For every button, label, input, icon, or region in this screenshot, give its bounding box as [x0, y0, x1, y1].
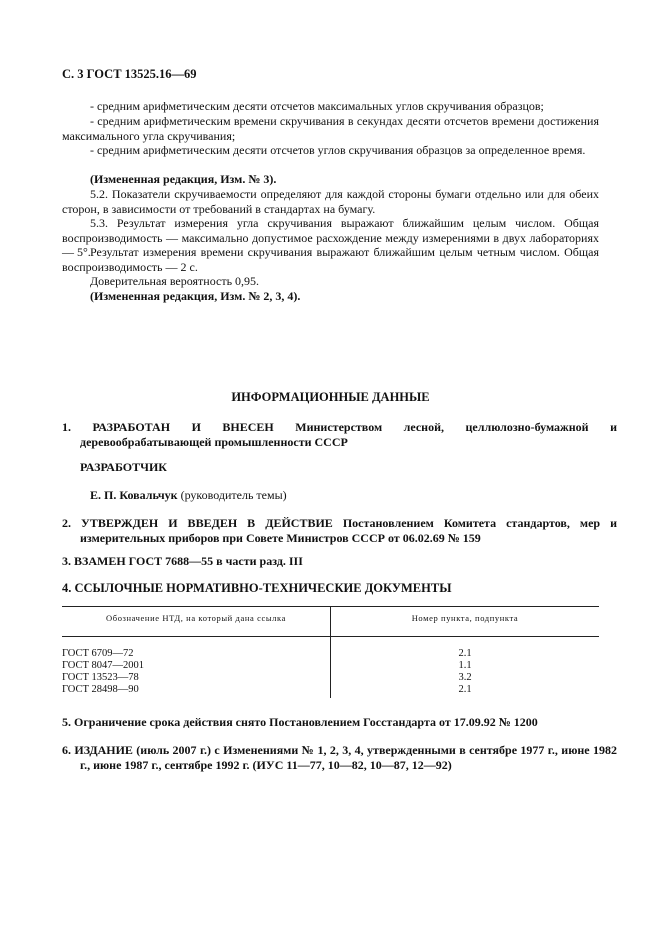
table-row-item: 2.1 [458, 648, 472, 659]
section-4-references: 4. ССЫЛОЧНЫЕ НОРМАТИВНО-ТЕХНИЧЕСКИЕ ДОКУМЕНТЫ [62, 581, 452, 595]
table-row-item: 1.1 [458, 660, 472, 671]
table-row-doc: ГОСТ 6709—72 [62, 648, 134, 659]
page-header: С. 3 ГОСТ 13525.16—69 [62, 67, 197, 81]
amendment-note-1: (Измененная редакция, Изм. № 3). [90, 172, 277, 186]
table-row-doc: ГОСТ 8047—2001 [62, 660, 145, 671]
bullet-max-angle: - средним арифметическим десяти отсчетов максимальных углов скручивания образцов; [90, 99, 544, 113]
table-row-item: 2.1 [458, 684, 472, 695]
developer-line [90, 488, 590, 503]
table-row-item: 3.2 [458, 672, 472, 683]
bullet-angle-time: - средним арифметическим десяти отсчетов углов скручивания образцов за определенное время. [90, 143, 586, 157]
info-title: ИНФОРМАЦИОННЫЕ ДАННЫЕ [231, 390, 430, 404]
paragraph-5-3: 5.3. Результат измерения угла скручивания выражают ближайшим целым числом. Общая воспроизводимость — максимально допустимое расхождение между измерениями в двух лабораториях — 5°. [62, 216, 599, 260]
table-header-item: Номер пункта, подпункта [411, 613, 519, 623]
section-5-validity: 5. Ограничение срока действия снято Постановлением Госстандарта от 17.09.92 № 1200 [62, 715, 538, 729]
amendment-note-2: (Измененная редакция, Изм. № 2, 3, 4). [90, 289, 301, 303]
paragraph-time-result: Результат измерения времени скручивания выражают ближайшим целым четным числом. Общая воспроизводимость — 2 с. [62, 245, 599, 274]
table-header-document: Обозначение НТД, на который дана ссылка [106, 613, 286, 623]
section-2-approved: 2. УТВЕРЖДЕН И ВВЕДЕН В ДЕЙСТВИЕ Постановлением Комитета стандартов, мер и измерительных приборов при Совете Министров СССР от 06.02.69 № 159 [62, 516, 617, 545]
paragraph-probability: Доверительная вероятность 0,95. [90, 274, 260, 288]
table-row-doc: ГОСТ 13523—78 [62, 672, 139, 683]
section-1-developed: 1. РАЗРАБОТАН И ВНЕСЕН Министерством лесной, целлюлозно-бумажной и деревообрабатывающей промышленности СССР [62, 420, 617, 449]
section-6-edition: 6. ИЗДАНИЕ (июль 2007 г.) с Изменениями № 1, 2, 3, 4, утвержденными в сентябре 1977 г., июне 1982 г., июне 1987 г., сентябре 1992 г. (ИУС 11—77, 10—82, 10—87, 12—92) [62, 743, 617, 772]
developer-role: (руководитель темы) [180, 488, 287, 502]
paragraph-5-2: 5.2. Показатели скручиваемости определяют для каждой стороны бумаги отдельно или для обеих сторон, в зависимости от требований в стандартах на бумагу. [62, 187, 599, 216]
section-3-replaces: 3. ВЗАМЕН ГОСТ 7688—55 в части разд. III [62, 554, 303, 568]
table-row-doc: ГОСТ 28498—90 [62, 684, 139, 695]
developer-name: Е. П. Ковальчук [90, 488, 178, 502]
developer-label: РАЗРАБОТЧИК [80, 460, 167, 474]
bullet-time: - средним арифметическим времени скручивания в секундах десяти отсчетов времени достижения максимального угла скручивания; [62, 114, 599, 143]
